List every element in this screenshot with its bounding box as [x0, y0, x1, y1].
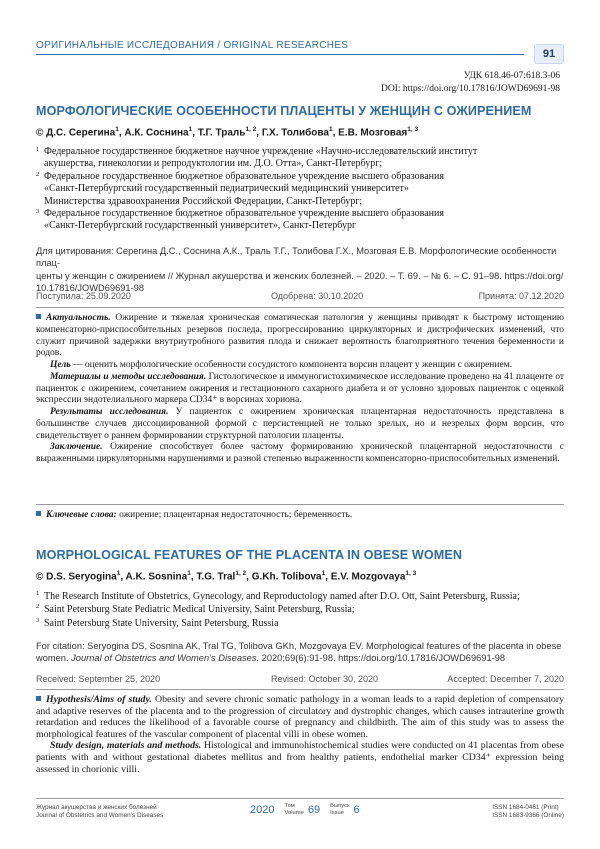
affiliations-ru [36, 146, 564, 233]
title-ru: МОРФОЛОГИЧЕСКИЕ ОСОБЕННОСТИ ПЛАЦЕНТЫ У ЖЕНЩИН С ОЖИРЕНИЕМ [36, 104, 532, 118]
divider [36, 504, 564, 505]
affiliation-item: 2 Saint Petersburg State Pediatric Medical University, Saint Petersburg, Russia; [36, 603, 355, 616]
volume: 69 [307, 804, 321, 816]
received-date: Поступила: 25.09.2020 [36, 291, 131, 301]
affiliations-en [36, 590, 564, 630]
page-number: 91 [534, 44, 564, 64]
journal-title: Журнал акушерства и женских болезней Journal of Obstetrics and Women’s Diseases [36, 804, 164, 820]
abstract-paragraph: Study design, materials and methods. Histological and immunohistochemical studies were conducted on 41 placentas from obese patients with and without gestational diabetes mellitus and from healthy patients, endothelial marker CD34⁺ expression being assessed in chorionic villi. [36, 740, 564, 775]
affiliation-item: 1 Федеральное государственное бюджетное научное учреждение «Научно-исследовательский институт акушерства, гинекологии и репродуктологии им. Д.О. Отта», Санкт-Петербург; [36, 146, 478, 170]
abstract-paragraph: Актуальность. Ожирение и тяжелая хроническая соматическая патология у женщины приводят к быстрому истощению компенсаторно-приспособительных резервов последа, прогрессированию циркуляторных и дистрофических изменений, что служит причиной задержки внутриутробного развития плода и снижает вероятность благоприятного течения беременности и родов. [36, 313, 564, 359]
dates-en [36, 674, 564, 686]
author: Е.В. Мозговая [338, 127, 408, 139]
affiliation-item: 2 Федеральное государственное бюджетное образовательное учреждение высшего образования «Санкт-Петербургский государственный педиатрический медицинский университет» Министерства здравоохранения Российской Федерации, Санкт-Петербург; [36, 170, 444, 207]
title-en: MORPHOLOGICAL FEATURES OF THE PLACENTA IN OBESE WOMEN [36, 548, 463, 562]
issue: 6 [353, 804, 360, 816]
abstract-en [36, 694, 564, 775]
revised-date: Revised: October 30, 2020 [271, 674, 379, 684]
author: А.К. Соснина [124, 127, 189, 139]
citation-doi-link[interactable]: 10.17816/JOWD69691-98 [36, 283, 145, 294]
journal-name: Journal of Obstetrics and Women’s Diseases. [71, 653, 260, 664]
divider [36, 689, 564, 690]
affiliation-item: 1 The Research Institute of Obstetrics, Gynecology, and Reproductology named after D.O. Ott, Saint Petersburg, Russia; [36, 590, 520, 602]
author: Г.Х. Толибова [261, 127, 329, 139]
abstract-paragraph: Результаты исследования. У пациенток с ожирением хроническая плацентарная недостаточность представлена в большинстве случаев диссоциированной формой с персистенцией не только зрелых, но и незрелых форм ворсин, что свидетельствует о раннем формировании структурной патологии плаценты. [36, 407, 564, 441]
author: Т.Г. Траль [197, 127, 246, 139]
dates-ru [36, 291, 564, 303]
accepted-date: Принята: 07.12.2020 [478, 291, 564, 301]
citation-doi-link[interactable]: 2020;69(6):91-98. https://doi.org/10.17816/JOWD69691-98 [259, 653, 506, 664]
issue-info: 2020 Том Volume 69 Выпуск Issue 6 [250, 803, 360, 816]
revised-date: Одобрена: 30.10.2020 [271, 291, 364, 301]
keywords-ru: Ключевые слова: ожирение; плацентарная недостаточность; беременность. [36, 510, 564, 520]
bullet-icon [36, 314, 41, 319]
author: E.V. Mozgovaya [330, 571, 406, 583]
abstract-paragraph: Цель — оценить морфологические особенности сосудистого компонента ворсин плацент у женщин с ожирением. [50, 360, 513, 370]
article-meta [381, 70, 560, 96]
authors-en: © D.S. Seryogina$^1$, A.K. Sosnina$^1$, T.G. Tral$^{1, 2}$, G.Kh. Tolibova$^1$, E.V. Mozgovaya$^{1, 3}$ [36, 570, 417, 583]
page-footer [36, 798, 564, 828]
abstract-ru [36, 313, 564, 466]
affiliation-item: 3 Saint Petersburg State University, Saint Petersburg, Russia [36, 616, 279, 629]
author: © D.S. Seryogina [36, 571, 117, 583]
author: © Д.С. Серегина [36, 127, 116, 139]
citation-en: For citation: Seryogina DS, Sosnina AK, Tral TG, Tolibova GKh, Mozgovaya EV. Morphological features of the placenta in obese women. Journal of Obstetrics and Women’s Diseases. 2020;69(6):91-98. https://doi.org/10.17816/JOWD69691-98 [36, 641, 562, 664]
author: T.G. Tral [196, 571, 236, 583]
header-rule [36, 54, 524, 55]
accepted-date: Accepted: December 7, 2020 [447, 674, 564, 684]
divider [36, 307, 564, 308]
abstract-paragraph: Hypothesis/Aims of study. Obesity and severe chronic somatic pathology in a woman leads to a rapid depletion of compensatory and adaptive reserves of the placenta and to the progression of circulatory and dystrophic changes, which causes intrauterine growth retardation and reduces the likelihood of a favorable course of pregnancy and childbirth. The aim of this study was to assess the morphological features of the vascular component of placental villi in obese women. [36, 694, 564, 740]
year: 2020 [250, 804, 275, 816]
author: A.K. Sosnina [125, 571, 188, 583]
author: G.Kh. Tolibova [251, 571, 322, 583]
received-date: Received: September 25, 2020 [36, 674, 161, 684]
section-label: ОРИГИНАЛЬНЫЕ ИССЛЕДОВАНИЯ / ORIGINAL RESEARCHES [36, 40, 349, 51]
abstract-paragraph: Материалы и методы исследования. Гистологическое и иммуногистохимическое исследование проведено на 41 плаценте от пациенток с ожирением, сочетанием ожирения и гестационного сахарного диабета и от условно здоровых пациенток с оценкой экспрессии эндотелиального маркера CD34⁺ в ворсинах хориона. [36, 371, 564, 406]
issn: ISSN 1684-0461 (Print) ISSN 1683-9366 (Online) [492, 804, 564, 820]
udc-code: УДК 618.46-07:618.3-06 [463, 71, 560, 81]
citation-ru: Для цитирования: Серегина Д.С., Соснина А.К., Траль Т.Г., Толибова Г.Х., Мозговая Е.В. Морфологические особенности плац- центы у женщин с ожирением // Журнал акушерства и женских болезней. – 2020. – Т. 69. – № 6. – С. 91–98. https://doi.org/ 10.17816/JOWD69691-98 [36, 246, 564, 294]
running-header [36, 40, 564, 62]
bullet-icon [36, 511, 41, 516]
affiliation-item: 3 Федеральное государственное бюджетное образовательное учреждение высшего образования «Санкт-Петербургский государственный университет», Санкт-Петербург [36, 208, 444, 232]
authors-ru: © Д.С. Серегина$^1$, А.К. Соснина$^1$, Т.Г. Траль$^{1, 2}$, Г.Х. Толибова$^1$, Е.В. Мозговая$^{1, 3}$ [36, 126, 419, 139]
doi: DOI: https://doi.org/10.17816/JOWD69691-98 [380, 84, 560, 94]
bullet-icon [36, 696, 41, 701]
abstract-paragraph: Заключение. Ожирение способствует более частому формированию хронической плацентарной недостаточности с выраженными циркуляторными нарушениями и разной степенью выраженности компенсаторно-приспособительных изменений. [36, 442, 564, 464]
